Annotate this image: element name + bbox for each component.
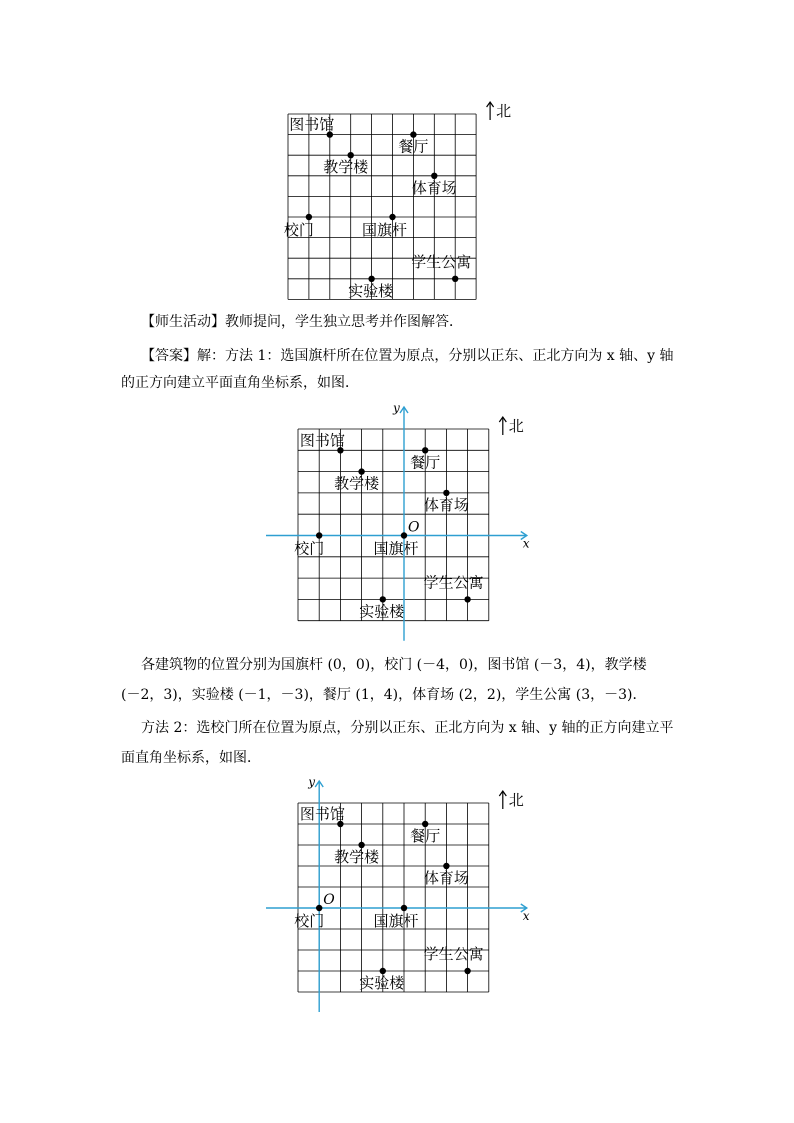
y-axis-label: y bbox=[393, 401, 400, 415]
building-label: 餐厅 bbox=[410, 827, 441, 845]
building-label: 校门 bbox=[294, 912, 325, 930]
building-dot bbox=[401, 532, 407, 538]
building-label: 国旗杆 bbox=[373, 539, 419, 558]
x-axis-label: x bbox=[522, 536, 530, 551]
positions-text-line2: (－2，3)，实验楼 (－1，－3)，餐厅 (1，4)，体育场 (2，2)，学生公寓 (3，－3)． bbox=[121, 687, 647, 703]
north-arrow bbox=[487, 102, 494, 120]
y-axis-label: y bbox=[308, 775, 315, 789]
building-dot bbox=[452, 276, 458, 282]
building-label: 实验楼 bbox=[359, 974, 405, 992]
method2-text-line1: 方法 2：选校门所在位置为原点，分别以正东、正北方向为 x 轴、y 轴的正方向建立平 bbox=[141, 720, 674, 736]
building-label: 教学楼 bbox=[334, 474, 380, 493]
building-label: 实验楼 bbox=[348, 281, 394, 300]
building-label: 图书馆 bbox=[289, 115, 335, 134]
method2-text-line2: 面直角坐标系，如图． bbox=[121, 750, 261, 766]
building-label: 校门 bbox=[283, 221, 314, 239]
grid bbox=[288, 114, 476, 299]
answer-text-line2: 的正方向建立平面直角坐标系，如图． bbox=[121, 375, 359, 391]
building-label: 图书馆 bbox=[299, 805, 345, 823]
building-dot bbox=[389, 214, 395, 220]
fig-original bbox=[284, 102, 511, 300]
building-label: 实验楼 bbox=[359, 602, 405, 621]
origin-label: O bbox=[408, 519, 420, 536]
positions-text-line1: 各建筑物的位置分别为国旗杆 (0，0)，校门 (－4，0)，图书馆 (－3，4)，教学楼 bbox=[141, 657, 647, 673]
building-dot bbox=[401, 905, 407, 911]
building-label: 教学楼 bbox=[323, 158, 369, 177]
building-dot bbox=[316, 532, 322, 538]
building-label: 图书馆 bbox=[299, 431, 345, 450]
origin-label: O bbox=[323, 892, 335, 908]
activity-text: 【师生活动】教师提问，学生独立思考并作图解答． bbox=[141, 314, 463, 330]
building-dot bbox=[464, 968, 470, 974]
north-arrow bbox=[499, 417, 506, 435]
x-axis-label: x bbox=[522, 909, 530, 923]
building-label: 餐厅 bbox=[398, 137, 429, 156]
building-dot bbox=[464, 596, 470, 602]
building-dot bbox=[316, 905, 322, 911]
answer-text-line1: 【答案】解：方法 1：选国旗杆所在位置为原点，分别以正东、正北方向为 x 轴、y 轴 bbox=[141, 348, 674, 364]
building-label: 餐厅 bbox=[410, 453, 441, 472]
building-label: 学生公寓 bbox=[423, 945, 484, 963]
fig-method1 bbox=[266, 401, 530, 641]
north-arrow bbox=[499, 791, 506, 809]
building-label: 校门 bbox=[294, 539, 325, 558]
fig-method2 bbox=[266, 775, 530, 1012]
building-label: 体育场 bbox=[423, 869, 469, 887]
building-label: 学生公寓 bbox=[411, 252, 472, 271]
building-label: 国旗杆 bbox=[373, 912, 419, 930]
grid bbox=[298, 429, 489, 621]
building-label: 体育场 bbox=[423, 495, 469, 514]
north-label: 北 bbox=[496, 102, 512, 120]
building-label: 学生公寓 bbox=[423, 573, 484, 592]
building-label: 体育场 bbox=[411, 178, 457, 197]
north-label: 北 bbox=[508, 417, 524, 435]
building-label: 教学楼 bbox=[334, 848, 380, 866]
building-dot bbox=[306, 214, 312, 220]
building-label: 国旗杆 bbox=[361, 221, 408, 239]
north-label: 北 bbox=[508, 791, 524, 809]
